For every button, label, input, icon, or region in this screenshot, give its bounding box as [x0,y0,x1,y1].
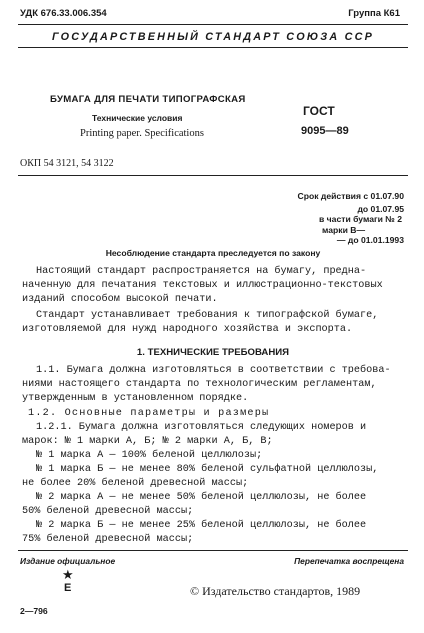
validity-line-4: марки В— [322,225,366,235]
official-edition: Издание официальное [20,556,116,566]
body-line: утвержденным в установленном порядке. [22,393,249,404]
title-block-rule [18,175,408,176]
body-line: не более 20% беленой древесной массы; [22,478,249,489]
page-code: 2—796 [20,606,48,616]
body-line: № 1 марка А — 100% беленой целлюлозы; [36,450,263,461]
validity-line-5: — до 01.01.1993 [336,235,404,245]
subsection-heading: 1.2. Основные параметры и размеры [28,408,270,419]
validity-line-1: Срок действия с 01.07.90 [297,191,404,201]
standard-mark-e: E [64,582,72,594]
intro-line: изданий способом высокой печати. [22,294,218,305]
body-line: марок: № 1 марки А, Б; № 2 марки А, Б, В; [22,436,273,447]
doc-subtitle-ru: Технические условия [92,113,183,123]
body-line: № 2 марка Б — не менее 25% беленой целлюлозы, не более [36,520,367,531]
body-line: 1.2.1. Бумага должна изготовляться следующих номеров и [36,422,367,433]
gost-label: ГОСТ [303,104,335,118]
doc-title-en: Printing paper. Specifications [80,128,204,139]
header-rule-bottom [18,47,408,48]
intro-line: Настоящий стандарт распространяется на бумагу, предна- [36,266,367,277]
header-rule-top [18,24,408,25]
body-line: № 1 марка Б — не менее 80% беленой сульфатной целлюлозы, [36,464,379,475]
legal-notice: Несоблюдение стандарта преследуется по закону [105,248,321,258]
footer-rule [18,550,408,551]
body-line: 50% беленой древесной массы; [22,506,194,517]
body-line: 1.1. Бумага должна изготовляться в соответствии с требова- [36,365,391,376]
okp-code: ОКП 54 3121, 54 3122 [20,158,114,169]
star-icon: ★ [62,567,74,582]
intro-line: Стандарт устанавливает требования к типографской бумаге, [36,310,379,321]
validity-line-3: в части бумаги № 2 [319,214,402,224]
group-code: Группа К61 [348,8,400,19]
intro-line: изготовляемой для нужд народного хозяйства и экспорта. [22,324,353,335]
standard-title: ГОСУДАРСТВЕННЫЙ СТАНДАРТ СОЮЗА ССР [51,31,375,43]
copyright-notice: © Издательство стандартов, 1989 [190,584,361,598]
section-1-title: 1. ТЕХНИЧЕСКИЕ ТРЕБОВАНИЯ [136,347,290,358]
intro-line: наченную для печатания текстовых и иллюстрационно-текстовых [22,280,383,291]
body-line: ниями настоящего стандарта по технологическим регламентам, [22,379,377,390]
validity-line-2: до 01.07.95 [357,204,404,214]
reprint-prohibited: Перепечатка воспрещена [294,556,404,566]
body-line: № 2 марка А — не менее 50% беленой целлюлозы, не более [36,492,367,503]
udk-code: УДК 676.33.006.354 [20,8,107,19]
gost-number: 9095—89 [301,125,349,137]
body-line: 75% беленой древесной массы; [22,534,194,545]
doc-title-ru: БУМАГА ДЛЯ ПЕЧАТИ ТИПОГРАФСКАЯ [50,94,246,105]
